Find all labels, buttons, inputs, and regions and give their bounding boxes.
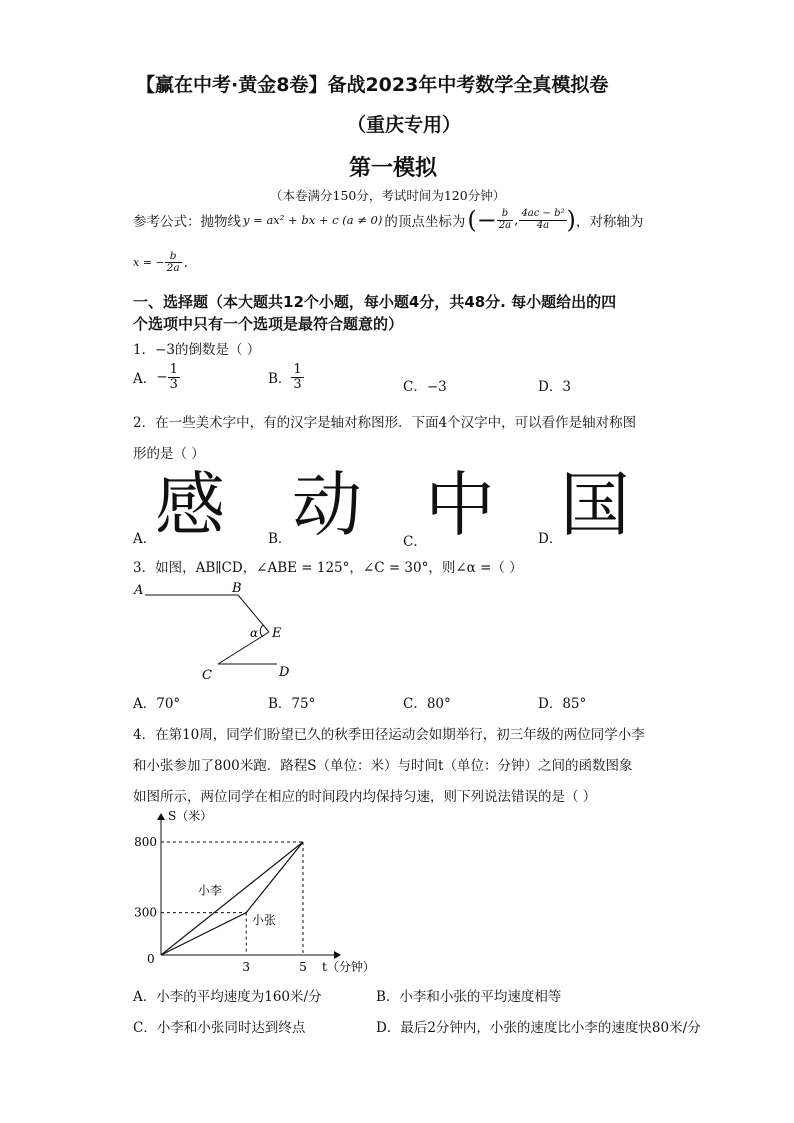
y-axis-label: S（米） — [168, 809, 213, 823]
q2-option-a-label: A． — [133, 531, 157, 547]
vertex-x-fraction: $\frac{b}{2a}$ — [498, 208, 512, 231]
series-line-xiaoli — [161, 842, 303, 955]
q4-option-b: B．小李和小张的平均速度相等 — [376, 989, 562, 1005]
q3-stem: 3．如图，AB∥CD，∠ABE = 125°，∠C = 30°，则∠α =（ ） — [133, 560, 523, 576]
distance-time-chart — [125, 808, 395, 978]
formula-middle: 的顶点坐标为 — [384, 214, 466, 230]
q2-stem-line2: 形的是（ ） — [133, 446, 205, 462]
y-tick-label: 300 — [134, 905, 157, 920]
label-b: B — [232, 581, 242, 596]
y-tick-label: 800 — [134, 835, 157, 849]
q4-stem-line3: 如图所示，两位同学在相应的时间段内均保持匀速，则下列说法错误的是（ ） — [133, 789, 597, 805]
q1-stem: 1．−3的倒数是（ ） — [133, 342, 261, 358]
x-axis-label: t（分钟） — [322, 960, 375, 974]
exam-title: 【赢在中考·黄金8卷】备战2023年中考数学全真模拟卷 — [136, 74, 609, 96]
q1-option-d: D．3 — [538, 379, 571, 395]
q1-a-fraction: $\frac{1}{3}$ — [169, 362, 178, 392]
paper-name: 第一模拟 — [349, 156, 438, 181]
series-label-xiaoli: 小李 — [197, 883, 222, 898]
q2-option-c-char: 中 — [425, 464, 495, 546]
x-tick-label: 5 — [299, 960, 307, 974]
q4-stem-line1: 4．在第10周，同学们盼望已久的秋季田径运动会如期举行，初三年级的两位同学小李 — [133, 727, 645, 743]
formula-equation: y = ax² + bx + c (a ≠ 0) — [243, 213, 383, 227]
vertex-y-fraction: $\frac{\text{4ac − b²}}{4a}$ — [521, 208, 565, 231]
q2-option-b-label: B． — [268, 531, 292, 547]
q2-option-a-char: 感 — [155, 464, 225, 546]
x-tick-label: 3 — [242, 960, 251, 974]
label-d: D — [279, 665, 290, 680]
label-c: C — [202, 668, 212, 683]
axis-fraction: $\frac{b}{2a}$ — [166, 250, 180, 275]
section-heading-2: 个选项中只有一个选项是最符合题意的） — [133, 315, 404, 333]
q2-option-c-label: C． — [403, 534, 427, 550]
q3-geometry-figure — [125, 578, 305, 686]
label-alpha: α — [250, 626, 259, 640]
section-heading-1: 一、选择题（本大题共12个小题，每小题4分，共48分. 每小题给出的四 — [133, 293, 617, 311]
exam-note: （本卷满分150分，考试时间为120分钟） — [270, 188, 506, 203]
q1-option-c: C．−3 — [403, 379, 447, 395]
segment-ec — [218, 632, 269, 664]
q4-option-c: C．小李和小张同时达到终点 — [133, 1020, 306, 1036]
q2-option-d-char: 国 — [560, 464, 630, 546]
origin-label: 0 — [147, 952, 155, 966]
exam-subtitle: （重庆专用） — [347, 114, 462, 136]
vertex-open: (− — [467, 206, 497, 234]
q2-stem-line1: 2．在一些美术字中，有的汉字是轴对称图形．下面4个汉字中，可以看作是轴对称图 — [133, 415, 637, 431]
angle-alpha-arc — [260, 625, 263, 637]
q1-option-b: B． $\frac{1}{3}$ — [268, 362, 302, 392]
q1-option-a: A． − $\frac{1}{3}$ — [133, 362, 178, 392]
label-a: A — [134, 583, 144, 598]
q2-option-b-char: 动 — [292, 464, 362, 546]
q3-option-b: B．75° — [268, 696, 316, 712]
axis-lhs: x = − — [133, 256, 165, 270]
q4-stem-line2: 和小张参加了800米跑．路程S（单位：米）与时间t（单位：分钟）之间的函数图象 — [133, 758, 633, 774]
axis-formula — [133, 251, 188, 274]
axis-end: . — [183, 254, 188, 271]
formula-suffix: ，对称轴为 — [575, 214, 644, 230]
q3-option-c: C．80° — [403, 696, 451, 712]
formula-prefix: 参考公式：抛物线 — [133, 214, 241, 230]
q3-option-a: A．70° — [133, 696, 181, 712]
formula-line: 参考公式：抛物线 y = ax² + bx + c (a ≠ 0) 的顶点坐标为 (− $\frac{b}{2a}$ , $\frac{\text{4ac − b²}}{4a}$ ) ，对称轴为 — [133, 206, 644, 234]
label-e: E — [272, 626, 282, 641]
vertex-close: ) — [566, 206, 576, 234]
series-label-xiaozhang: 小张 — [251, 912, 276, 927]
q3-option-d: D．85° — [538, 696, 587, 712]
q1-b-fraction: $\frac{1}{3}$ — [293, 362, 302, 392]
q4-option-a: A．小李的平均速度为160米/分 — [133, 989, 322, 1005]
q4-option-d: D．最后2分钟内，小张的速度比小李的速度快80米/分 — [376, 1020, 701, 1036]
q2-option-d-label: D． — [538, 531, 563, 547]
